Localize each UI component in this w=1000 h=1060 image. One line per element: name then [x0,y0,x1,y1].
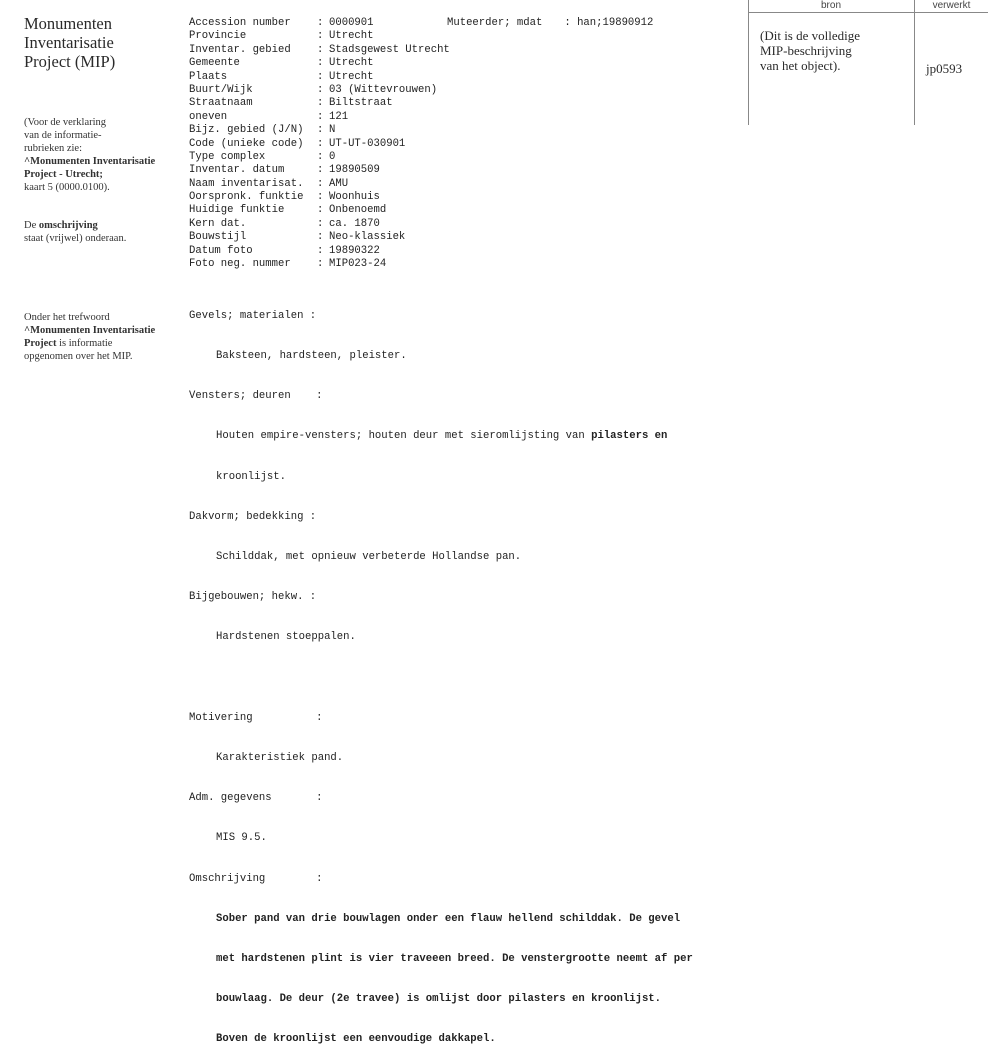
field-value: 121 [329,110,349,123]
omschrijving-line: Boven de kroonlijst een eenvoudige dakkapel. [216,1033,496,1046]
field-row [189,44,450,57]
field-row [189,97,450,110]
field-label: Straatnaam [189,97,253,110]
vensters-text-bold: pilasters en [591,430,668,443]
omschrijving-line: met hardstenen plint is vier traveeen breed. De venstergrootte neemt af per [216,953,693,966]
field-row [189,151,450,164]
field-colon: : [317,110,324,123]
field-value: Woonhuis [329,191,380,204]
note-line: (Voor de verklaring [24,117,107,128]
section-value-dakvorm: Schilddak, met opnieuw verbeterde Hollandse pan. [216,551,522,564]
field-colon: : [317,244,324,257]
section-label-vensters: Vensters; deuren : [189,390,323,403]
verwerkt-cell: jp0593 [926,61,963,76]
section-value-adm: MIS 9.5. [216,832,267,845]
title-line: Inventarisatie [24,33,114,52]
muteerder-value: han;19890912 [577,17,654,29]
section-label-adm: Adm. gegevens : [189,792,323,805]
field-row [189,30,450,43]
field-label: Foto neg. nummer [189,258,291,271]
field-row [189,57,450,70]
field-row [189,191,450,204]
note-line: rubrieken zie: [24,143,83,154]
section-label-motivering: Motivering : [189,711,323,724]
field-label: Bijz. gebied (J/N) [189,124,304,137]
field-value: Neo-klassiek [329,231,406,244]
field-label: Plaats [189,70,228,83]
field-row [189,231,450,244]
field-colon: : [317,191,324,204]
note-line: kaart 5 (0000.0100). [24,182,110,193]
section-value-bijgebouwen: Hardstenen stoeppalen. [216,631,356,644]
spacer [189,672,749,685]
title-line: Project (MIP) [24,52,116,71]
field-row [189,138,450,151]
record-fields [189,17,450,271]
field-label: Provincie [189,30,247,43]
note-bold-line: ^Monumenten Inventarisatie [24,325,156,336]
field-label: Bouwstijl [189,231,247,244]
field-label: Code (unieke code) [189,137,304,150]
note-bold: omschrijving [38,220,98,231]
field-colon: : [317,70,324,83]
document-title [24,14,179,71]
bron-cell [760,28,910,73]
field-value: Utrecht [329,30,374,43]
field-colon: : [564,17,578,29]
field-colon: : [317,150,324,163]
field-label: Naam inventarisat. [189,177,304,190]
field-colon: : [317,97,324,110]
note-omschrijving [24,219,184,245]
field-label: Buurt/Wijk [189,83,253,96]
section-label-bijgebouwen: Bijgebouwen; hekw. : [189,591,317,604]
vensters-text: Houten empire-vensters; houten deur met sieromlijsting van [216,430,592,443]
field-colon: : [317,57,324,70]
field-colon: : [317,217,324,230]
field-label: Datum foto [189,244,253,257]
field-row [189,178,450,191]
field-row [189,71,450,84]
header-verwerkt: verwerkt [932,0,971,11]
field-row [189,218,450,231]
field-row [189,204,450,217]
field-value: 0 [329,150,336,163]
muteerder-field [447,17,653,30]
bron-line: MIP-beschrijving [760,43,852,58]
omschrijving-line: bouwlaag. De deur (2e travee) is omlijst door pilasters en kroonlijst. [216,993,662,1006]
field-colon: : [317,137,324,150]
field-colon: : [317,258,324,271]
field-row [189,17,450,30]
section-value-vensters-cont: kroonlijst. [216,470,286,483]
section-value-gevels: Baksteen, hardsteen, pleister. [216,350,407,363]
field-value: Biltstraat [329,97,393,110]
field-colon: : [317,177,324,190]
field-value: ca. 1870 [329,217,380,230]
note-verklaring [24,116,184,194]
field-row [189,124,450,137]
field-row [189,111,450,124]
field-label: Inventar. gebied [189,43,291,56]
field-value: 19890509 [329,164,380,177]
description-body [189,283,749,1060]
note-line: staat (vrijwel) onderaan. [24,233,127,244]
section-value-vensters [189,430,749,443]
table-divider [914,0,915,125]
field-value: Onbenoemd [329,204,387,217]
section-label-gevels: Gevels; materialen : [189,309,317,322]
note-line: opgenomen over het MIP. [24,351,133,362]
field-row [189,164,450,177]
note-line: van de informatie- [24,130,102,141]
note-bold-line: Project - Utrecht; [24,169,103,180]
note-bold: Project [24,338,57,349]
field-value: AMU [329,177,349,190]
field-label: Kern dat. [189,217,247,230]
field-colon: : [317,43,324,56]
field-value: UT-UT-030901 [329,137,406,150]
field-colon: : [317,204,324,217]
omschrijving-line: Sober pand van drie bouwlagen onder een flauw hellend schilddak. De gevel [216,912,681,925]
field-label: oneven [189,110,228,123]
field-value: Utrecht [329,57,374,70]
field-label: Inventar. datum [189,164,285,177]
field-value: 03 (Wittevrouwen) [329,83,438,96]
field-colon: : [317,124,324,137]
field-value: 0000901 [329,17,374,29]
note-bold-line: ^Monumenten Inventarisatie [24,156,156,167]
source-table [748,0,988,125]
field-value: 19890322 [329,244,380,257]
section-value-motivering: Karakteristiek pand. [216,752,344,765]
note-text: is informatie [56,338,113,349]
field-colon: : [317,164,324,177]
field-colon: : [317,83,324,96]
bron-line: (Dit is de volledige [760,28,861,43]
field-label: Type complex [189,150,266,163]
field-row [189,258,450,271]
field-value: Stadsgewest Utrecht [329,43,450,56]
table-divider [748,0,749,125]
header-bron: bron [820,0,841,11]
note-text: De [24,220,39,231]
field-colon: : [317,17,324,29]
section-label-omschrijving: Omschrijving : [189,872,323,885]
title-line: Monumenten [24,14,112,33]
note-trefwoord [24,311,184,363]
field-row [189,245,450,258]
muteerder-label: Muteerder; mdat [447,17,543,29]
field-label: Accession number [189,17,291,29]
field-row [189,84,450,97]
field-colon: : [317,30,324,43]
left-sidebar [24,14,179,362]
field-label: Gemeente [189,57,240,70]
field-colon: : [317,231,324,244]
field-label: Huidige funktie [189,204,285,217]
section-label-dakvorm: Dakvorm; bedekking : [189,510,317,523]
bron-line: van het object). [760,58,841,73]
field-value: MIP023-24 [329,258,387,271]
field-label: Oorspronk. funktie [189,191,304,204]
note-line: Onder het trefwoord [24,312,110,323]
field-value: N [329,124,336,137]
field-value: Utrecht [329,70,374,83]
